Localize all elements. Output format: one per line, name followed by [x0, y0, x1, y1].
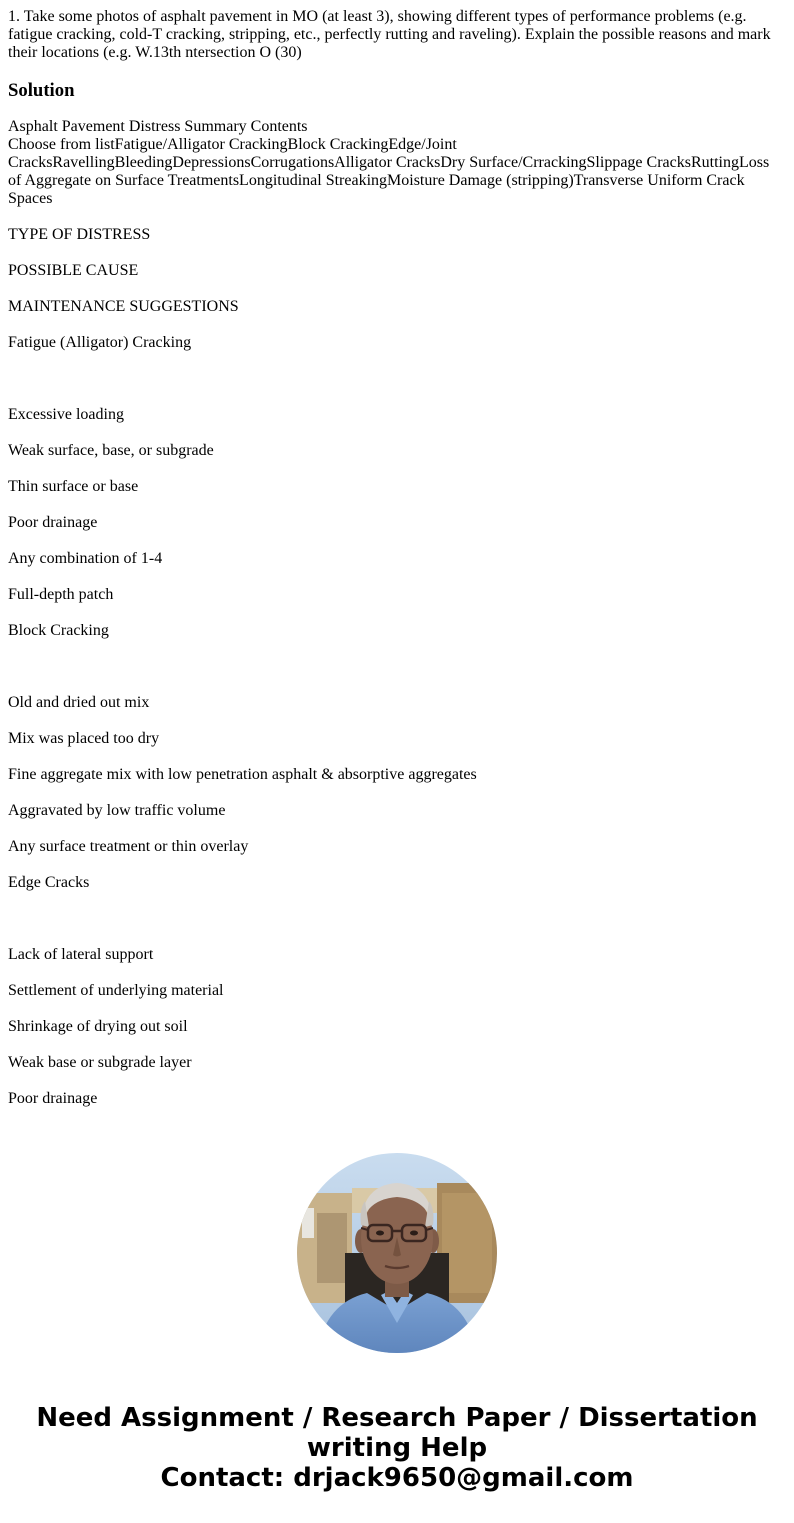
question-text: 1. Take some photos of asphalt pavement in MO (at least 3), showing different types of performance problems (e.g. fatigue cracking, cold-T cracking, stripping, etc., perfectly rutting and raveling). Explain the possible reasons and mark their locations (e.g. W.13th ntersection O (30) [8, 8, 771, 61]
paragraph: POSSIBLE CAUSE [8, 262, 139, 279]
paragraph: Weak base or subgrade layer [8, 1054, 192, 1071]
summary-list: Choose from listFatigue/Alligator CrackingBlock CrackingEdge/Joint CracksRavellingBleedingDepressionsCorrugationsAlligator CracksDry Surface/CrrackingSlippage CracksRuttingLoss of Aggregate on Surface TreatmentsLongitudinal StreakingMoisture Damage (stripping)Transverse Uniform Crack Spaces [8, 136, 770, 207]
paragraph: Settlement of underlying material [8, 982, 224, 999]
paragraph: Poor drainage [8, 514, 98, 531]
paragraph: Weak surface, base, or subgrade [8, 442, 214, 459]
paragraph: Aggravated by low traffic volume [8, 802, 226, 819]
footer-line-2: writing Help [306, 1433, 488, 1463]
footer-line-1: Need Assignment / Research Paper / Dissertation [36, 1403, 758, 1433]
paragraph: Fine aggregate mix with low penetration asphalt & absorptive aggregates [8, 766, 477, 783]
paragraph: Mix was placed too dry [8, 730, 160, 747]
paragraph: Poor drainage [8, 1090, 98, 1107]
paragraph: Fatigue (Alligator) Cracking [8, 334, 192, 351]
paragraph: TYPE OF DISTRESS [8, 226, 151, 243]
person-photo-icon [297, 1153, 497, 1353]
paragraph: Any surface treatment or thin overlay [8, 838, 249, 855]
solution-heading: Solution [8, 80, 75, 101]
footer-contact-line: Contact: drjack9650@gmail.com [160, 1463, 634, 1493]
summary-title: Asphalt Pavement Distress Summary Contents [8, 118, 308, 135]
blank-paragraph [8, 658, 786, 676]
distress-paragraphs [8, 226, 786, 1108]
paragraph: MAINTENANCE SUGGESTIONS [8, 298, 239, 315]
paragraph: Shrinkage of drying out soil [8, 1018, 188, 1035]
paragraph: Old and dried out mix [8, 694, 150, 711]
paragraph: Thin surface or base [8, 478, 139, 495]
paragraph: Block Cracking [8, 622, 109, 639]
paragraph: Edge Cracks [8, 874, 90, 891]
avatar [297, 1153, 497, 1353]
paragraph: Full-depth patch [8, 586, 114, 603]
paragraph: Excessive loading [8, 406, 124, 423]
blank-paragraph [8, 910, 786, 928]
contact-footer [0, 1403, 794, 1493]
blank-paragraph [8, 370, 786, 388]
paragraph: Lack of lateral support [8, 946, 154, 963]
paragraph: Any combination of 1-4 [8, 550, 163, 567]
